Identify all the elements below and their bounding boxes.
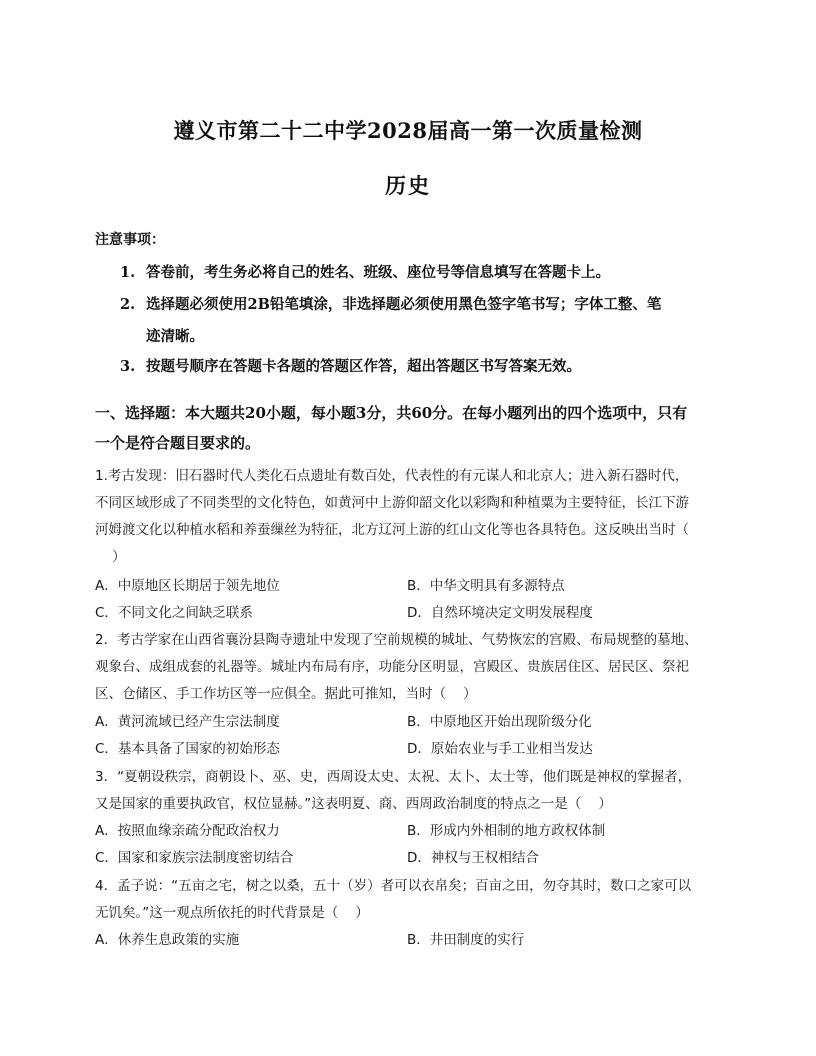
notice-num: 3. [120, 358, 136, 375]
notice-text: 答卷前，考生务必将自己的姓名、班级、座位号等信息填写在答题卡上。 [146, 264, 610, 281]
option-d[interactable]: D．自然环境决定文明发展程度 [407, 605, 593, 621]
question-line: 4．孟子说：“五亩之宅，树之以桑，五十（岁）者可以衣帛矣；百亩之田，勿夺其时，数口之家可以 [95, 878, 692, 894]
option-c[interactable]: C．基本具备了国家的初始形态 [95, 741, 280, 757]
section-line-2: 一个是符合题目要求的。 [95, 434, 261, 452]
question-line: 观象台、成组成套的礼器等。城址内布局有序，功能分区明显，宫殿区、贵族居住区、居民区、祭祀 [95, 659, 689, 675]
notice-item-3 [120, 352, 720, 382]
notice-item-1 [120, 258, 720, 288]
question-1-options [95, 573, 725, 627]
notice-text: 按题号顺序在答题卡各题的答题区作答，超出答题区书写答案无效。 [146, 358, 581, 375]
option-b[interactable]: B．中原地区开始出现阶级分化 [407, 714, 592, 730]
question-line: 3．“夏朝设秩宗，商朝设卜、巫、史，西周设太史、太祝、太卜、太士等，他们既是神权的掌握者， [95, 769, 692, 785]
option-b[interactable]: B．井田制度的实行 [407, 932, 525, 948]
question-4-options [95, 927, 725, 954]
section-heading [95, 398, 725, 458]
notice-item-2 [120, 290, 720, 352]
option-d[interactable]: D．神权与王权相结合 [407, 850, 539, 866]
question-2-options [95, 709, 725, 763]
question-3-options [95, 818, 725, 872]
question-4 [95, 873, 725, 927]
notice-text: 选择题必须使用2B铅笔填涂，非选择题必须使用黑色签字笔书写；字体工整、笔 [146, 296, 662, 313]
option-a[interactable]: A．黄河流域已经产生宗法制度 [95, 714, 280, 730]
notice-num: 1. [120, 264, 136, 281]
question-2 [95, 627, 725, 708]
question-line: 无饥矣。”这一观点所依托的时代背景是（ ） [95, 905, 369, 921]
question-line: 2．考古学家在山西省襄汾县陶寺遗址中发现了空前规模的城址、气势恢宏的宫殿、布局规整的墓地、 [95, 632, 698, 648]
section-line-1: 一、选择题：本大题共20小题，每小题3分，共60分。在每小题列出的四个选项中，只有 [95, 404, 688, 422]
option-b[interactable]: B．中华文明具有多源特点 [407, 578, 565, 594]
option-a[interactable]: A．按照血缘亲疏分配政治权力 [95, 823, 280, 839]
question-3 [95, 764, 725, 818]
question-line: 又是国家的重要执政官，权位显赫。”这表明夏、商、西周政治制度的特点之一是（ ） [95, 796, 612, 812]
notice-text-cont: 迹清晰。 [146, 328, 204, 345]
option-c[interactable]: C．不同文化之间缺乏联系 [95, 605, 253, 621]
option-a[interactable]: A．中原地区长期居于领先地位 [95, 578, 280, 594]
question-1 [95, 463, 725, 571]
question-line: 河姆渡文化以种植水稻和养蚕缫丝为特征，北方辽河上游的红山文化等也各具特色。这反映出当时（ [95, 522, 689, 538]
subject-title: 历史 [385, 173, 431, 198]
question-line: 不同区域形成了不同类型的文化特色，如黄河中上游仰韶文化以彩陶和种植粟为主要特征，长江下游 [95, 495, 689, 511]
question-line: 区、仓储区、手工作坊区等一应俱全。据此可推知，当时（ ） [95, 686, 477, 702]
question-line: 1.考古发现：旧石器时代人类化石点遗址有数百处，代表性的有元谋人和北京人；进入新石器时代， [95, 468, 689, 484]
notice-heading: 注意事项： [95, 232, 165, 248]
notice-num: 2. [120, 296, 136, 313]
option-b[interactable]: B．形成内外相制的地方政权体制 [407, 823, 606, 839]
exam-title: 遵义市第二十二中学2028届高一第一次质量检测 [173, 118, 643, 143]
option-d[interactable]: D．原始农业与手工业相当发达 [407, 741, 593, 757]
question-line: ） [95, 549, 126, 565]
option-c[interactable]: C．国家和家族宗法制度密切结合 [95, 850, 294, 866]
option-a[interactable]: A．休养生息政策的实施 [95, 932, 240, 948]
